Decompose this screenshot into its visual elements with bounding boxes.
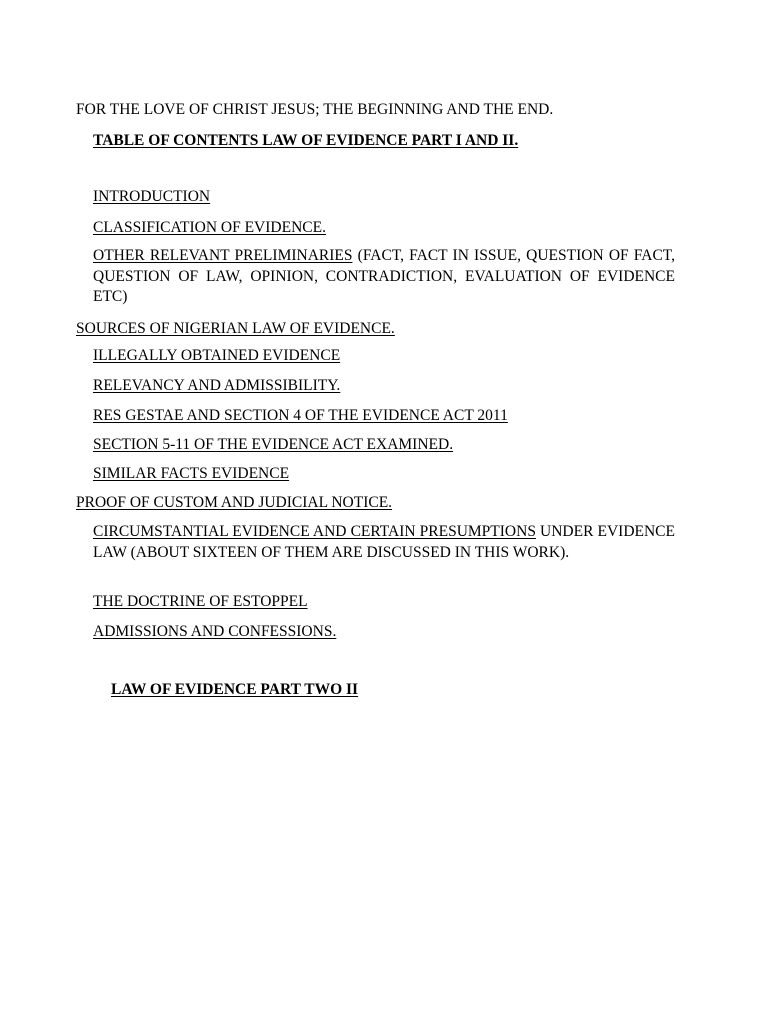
dedication-line: FOR THE LOVE OF CHRIST JESUS; THE BEGINNING AND THE END. xyxy=(76,101,554,118)
toc-entry-classification: CLASSIFICATION OF EVIDENCE. xyxy=(93,219,326,236)
toc-entry-similar-facts: SIMILAR FACTS EVIDENCE xyxy=(93,465,290,482)
part-two-title: LAW OF EVIDENCE PART TWO II xyxy=(111,681,359,698)
toc-entry-section-5-11: SECTION 5-11 OF THE EVIDENCE ACT EXAMINED. xyxy=(93,436,454,453)
toc-entry-estoppel: THE DOCTRINE OF ESTOPPEL xyxy=(93,593,308,610)
toc-entry-preliminaries-heading: OTHER RELEVANT PRELIMINARIES xyxy=(93,247,353,264)
toc-entry-preliminaries xyxy=(93,246,675,308)
toc-entry-circumstantial xyxy=(93,522,675,563)
toc-entry-res-gestae: RES GESTAE AND SECTION 4 OF THE EVIDENCE ACT 2011 xyxy=(93,407,508,424)
toc-entry-admissions: ADMISSIONS AND CONFESSIONS. xyxy=(93,623,337,640)
toc-entry-circumstantial-detail: UNDER EVIDENCE LAW (ABOUT SIXTEEN OF THEM ARE DISCUSSED IN THIS WORK). xyxy=(93,523,675,561)
toc-entry-introduction: INTRODUCTION xyxy=(93,188,211,205)
toc-entry-sources: SOURCES OF NIGERIAN LAW OF EVIDENCE. xyxy=(76,320,395,337)
toc-title: TABLE OF CONTENTS LAW OF EVIDENCE PART I AND II. xyxy=(93,132,519,149)
toc-entry-circumstantial-heading: CIRCUMSTANTIAL EVIDENCE AND CERTAIN PRESUMPTIONS xyxy=(93,523,536,540)
toc-entry-relevancy: RELEVANCY AND ADMISSIBILITY. xyxy=(93,377,341,394)
toc-entry-custom-judicial-notice: PROOF OF CUSTOM AND JUDICIAL NOTICE. xyxy=(76,494,393,511)
toc-entry-preliminaries-detail: (FACT, FACT IN ISSUE, QUESTION OF FACT, QUESTION OF LAW, OPINION, CONTRADICTION, EVALUATION OF EVIDENCE ETC) xyxy=(93,247,675,305)
toc-entry-illegally-obtained: ILLEGALLY OBTAINED EVIDENCE xyxy=(93,347,341,364)
